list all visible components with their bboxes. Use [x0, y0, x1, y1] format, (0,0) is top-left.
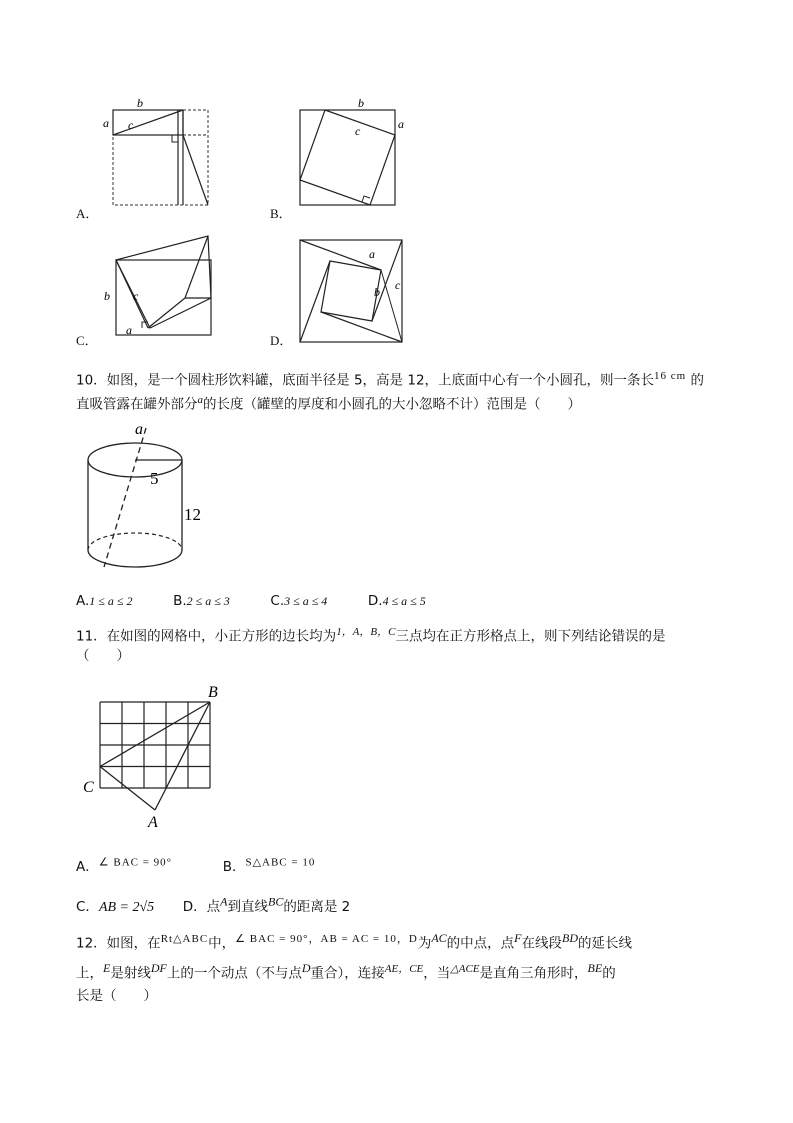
inner-tilted-square — [300, 110, 395, 205]
label-a-point: A — [148, 814, 158, 830]
right-angle-mark — [172, 135, 178, 142]
figure-9d — [295, 228, 415, 343]
inner-square — [321, 261, 381, 321]
label-c: c — [355, 124, 361, 138]
diagonal-c — [113, 110, 183, 135]
q12-line-2: 上，$^E$是射线$^{DF}$上的一个动点（不与点$^D$重合），连接$^{AE,CE}$，当$^{\triangle ACE}$是直角三角形时，$^{BE}$的 — [76, 961, 616, 982]
hypotenuse-c — [116, 260, 148, 328]
figure-9c — [100, 228, 225, 343]
straw-line — [104, 428, 146, 567]
q11-line-1: 11．在如图的网格中，小正方形的边长均为$^{1,A,B,C}$三点均在正方形格点上，则下列结论错误的是 — [76, 626, 666, 645]
q10-option-c[interactable]: C.3 ≤ a ≤ 4 — [270, 593, 328, 609]
option-c-label[interactable]: C． — [76, 333, 98, 348]
label-a: a — [398, 117, 404, 131]
cylinder-bottom-back — [88, 533, 182, 550]
q10-math-length: 16 cm — [654, 370, 687, 382]
grid-lines — [100, 702, 210, 788]
q10-text-suffix: 的 — [690, 372, 705, 389]
option-d-label[interactable]: D． — [270, 333, 293, 348]
q10-line-2 — [76, 390, 581, 415]
q10-text-2-suffix: 的长度（罐壁的厚度和小圆孔的大小忽略不计）范围是（ ） — [203, 396, 581, 413]
q12-line-3: 长是（ ） — [76, 988, 157, 1004]
cylinder-bottom-front — [88, 550, 182, 567]
figure-cylinder — [80, 420, 220, 585]
figure-grid — [80, 680, 240, 830]
q11-math: 1，A，B，C — [336, 626, 396, 638]
label-b-point: B — [208, 684, 218, 701]
label-c: c — [395, 278, 401, 292]
label-a: a — [126, 323, 132, 337]
q11-option-c[interactable]: C．AB = 2√5 — [76, 898, 155, 915]
q11-option-b[interactable]: B．$^{S\triangle ABC = 10}$ — [222, 856, 316, 875]
line-3 — [321, 312, 402, 342]
right-angle-mark — [362, 196, 370, 202]
q10-option-d[interactable]: D.4 ≤ a ≤ 5 — [367, 593, 426, 609]
label-c: c — [133, 289, 139, 303]
label-c: c — [128, 118, 134, 132]
q11-options-row-2 — [76, 891, 350, 918]
label-a: a — [135, 421, 143, 438]
figure-9a — [100, 95, 215, 210]
q10-option-a[interactable]: A.1 ≤ a ≤ 2 — [76, 593, 133, 609]
q10-line-1 — [76, 366, 704, 391]
option-b-label[interactable]: B． — [270, 206, 292, 221]
label-b: b — [374, 285, 380, 299]
q10-option-b[interactable]: B.2 ≤ a ≤ 3 — [173, 593, 230, 609]
q11-option-a[interactable]: A．$^{\angle BAC = 90^\circ}$ — [76, 856, 173, 875]
rotated-square — [116, 236, 211, 328]
label-b: b — [137, 96, 143, 110]
inner-line-3 — [185, 236, 208, 298]
line-4 — [300, 261, 330, 342]
label-a: a — [369, 247, 375, 261]
label-b: b — [358, 96, 364, 110]
label-height: 12 — [184, 505, 201, 524]
label-b: b — [104, 289, 110, 303]
option-a-label[interactable]: A． — [76, 206, 99, 221]
outer-square — [300, 110, 395, 205]
q10-options — [76, 591, 426, 611]
figure-9b — [295, 95, 415, 210]
q11-option-d[interactable]: D．点$^A$到直线$^{BC}$的距离是 2 — [182, 894, 351, 915]
q10-text-2: 直吸管露在罐外部分 — [76, 396, 198, 413]
q12-line-1: 12．如图，在$^{Rt\triangle ABC}$中，$^{\angle BAC = 90^\circ,AB = AC = 10,D}$为$^{AC}$的中点，点$^F$在线段$^{BD}$的延长线 — [76, 931, 632, 952]
q10-math-a: a — [197, 394, 203, 406]
q10-text: 10．如图，是一个圆柱形饮料罐，底面半径是 5，高是 12，上底面中心有一个小圆孔，则一条长 — [76, 372, 655, 389]
label-c-point: C — [83, 779, 94, 796]
slant-line — [183, 135, 208, 205]
q11-options-row-1 — [76, 852, 315, 877]
q11-line-2: （ ） — [76, 648, 130, 664]
label-radius: 5 — [150, 469, 159, 488]
label-a: a — [103, 116, 109, 130]
